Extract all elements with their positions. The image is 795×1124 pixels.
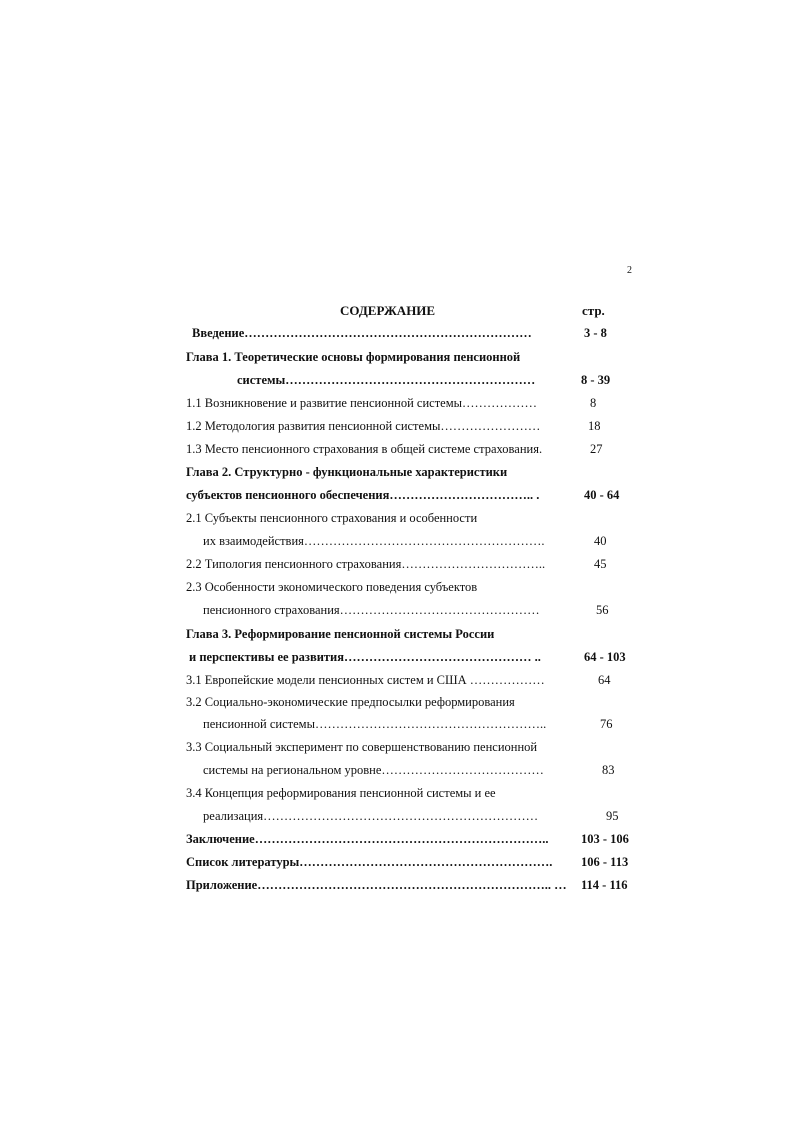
toc-heading: СОДЕРЖАНИЕ — [340, 303, 436, 318]
toc-entry-text: Глава 1. Теоретические основы формирования пенсионной — [186, 350, 521, 364]
toc-entry-page: 106 - 113 — [581, 855, 629, 869]
toc-entry-text: 3.1 Европейские модели пенсионных систем и США ……………… — [186, 673, 545, 687]
toc-entry-text: Введение…………………………………………………………… — [192, 326, 532, 340]
toc-entry-text: системы…………………………………………………… — [237, 373, 536, 387]
toc-entry-page: 40 — [594, 534, 607, 548]
toc-entry-text: 2.2 Типология пенсионного страхования…………………………….. — [186, 557, 546, 571]
toc-entry-text: 2.3 Особенности экономического поведения субъектов — [186, 580, 478, 594]
toc-entry-text: реализация………………………………………………………… — [203, 809, 539, 823]
pages-column-label: стр. — [582, 303, 605, 318]
toc-entry-page: 45 — [594, 557, 607, 571]
toc-entry-page: 8 — [590, 396, 597, 410]
toc-entry-page: 103 - 106 — [581, 832, 629, 846]
toc-entry-page: 3 - 8 — [584, 326, 607, 340]
toc-entry-text: 2.1 Субъекты пенсионного страхования и особенности — [186, 511, 478, 525]
toc-entry-page: 95 — [606, 809, 619, 823]
toc-entry-text: 1.1 Возникновение и развитие пенсионной системы……………… — [186, 396, 538, 410]
toc-entry-text: 3.2 Социально-экономические предпосылки реформирования — [186, 695, 515, 709]
toc-entry-text: Глава 2. Структурно - функциональные характеристики — [186, 465, 508, 479]
toc-entry-page: 18 — [588, 419, 601, 433]
toc-entry-page: 8 - 39 — [581, 373, 611, 387]
toc-entry-page: 114 - 116 — [581, 878, 628, 892]
toc-entry-text: их взаимодействия…………………………………………………. — [203, 534, 545, 548]
toc-entry-page: 40 - 64 — [584, 488, 620, 502]
toc-entry-text: субъектов пенсионного обеспечения…………………………….. . — [186, 488, 540, 502]
toc-entry-text: и перспективы ее развития……………………………………… .. — [189, 650, 541, 664]
toc-entry-text: 3.3 Социальный эксперимент по совершенствованию пенсионной — [186, 740, 538, 754]
toc-entry-page: 64 - 103 — [584, 650, 626, 664]
toc-entry-text: 1.3 Место пенсионного страхования в общей системе страхования. — [186, 442, 543, 456]
toc-entry-text: Глава 3. Реформирование пенсионной системы России — [186, 627, 495, 641]
toc-entry-text: 1.2 Методология развития пенсионной системы…………………… — [186, 419, 541, 433]
toc-entry-text: Заключение…………………………………………………………….. — [186, 832, 549, 846]
toc-entry-page: 83 — [602, 763, 615, 777]
toc-entry-page: 64 — [598, 673, 611, 687]
toc-entry-page: 27 — [590, 442, 603, 456]
toc-entry-text: 3.4 Концепция реформирования пенсионной системы и ее — [186, 786, 496, 800]
toc-entry-text: пенсионного страхования………………………………………… — [203, 603, 540, 617]
toc-entry-page: 76 — [600, 717, 613, 731]
toc-entry-text: Список литературы……………………………………………………. — [186, 855, 553, 869]
toc-entry-text: пенсионной системы……………………………………………….. — [203, 717, 547, 731]
toc-entry-page: 56 — [596, 603, 609, 617]
page-number: 2 — [627, 265, 632, 276]
toc-entry-text: системы на региональном уровне………………………………… — [203, 763, 544, 777]
toc-entry-text: Приложение…………………………………………………………….. … — [186, 878, 567, 892]
